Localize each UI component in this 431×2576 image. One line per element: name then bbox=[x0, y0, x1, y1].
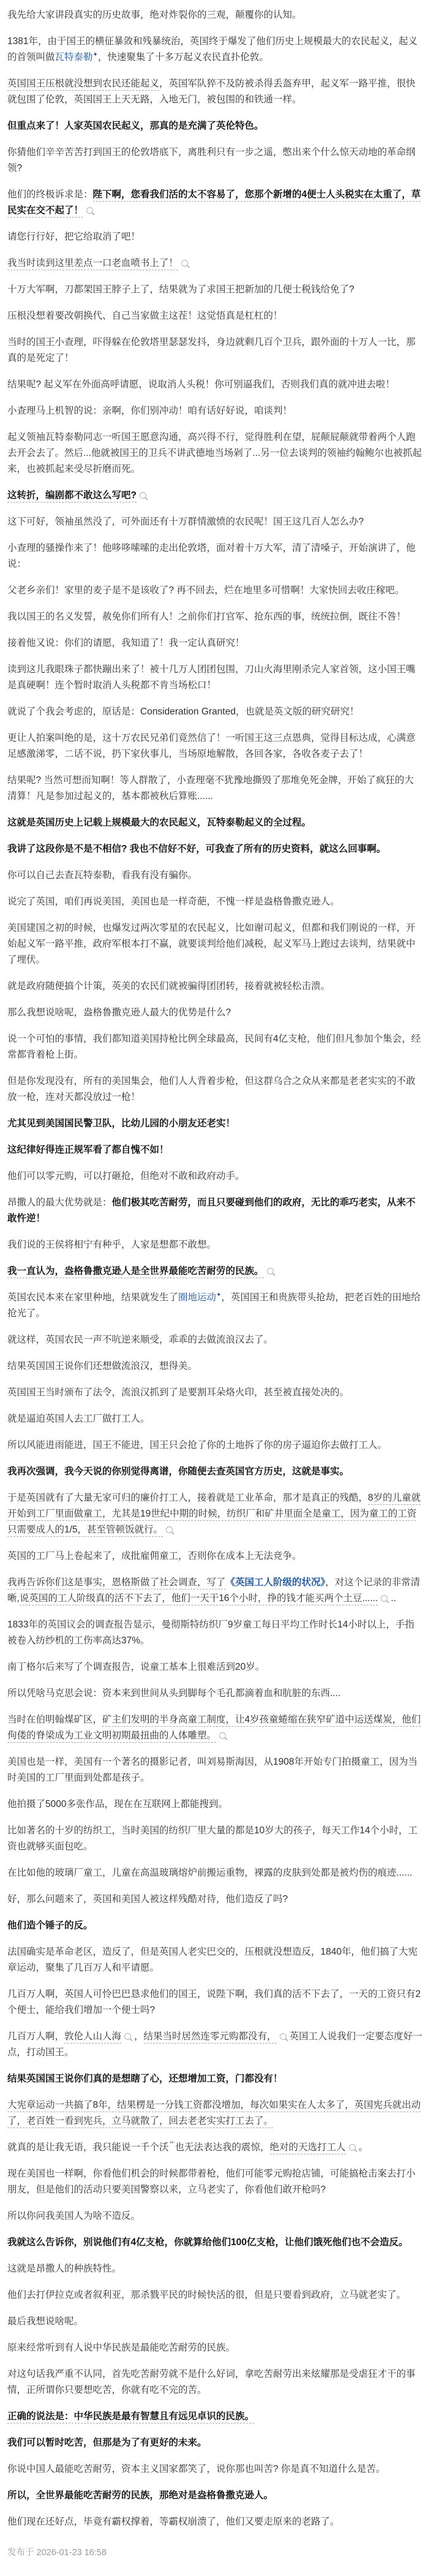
text-run: 在比如他的玻璃厂童工，儿童在高温玻璃熔炉前搬运重物，裸露的皮肤到处都是被灼伤的痕迹...... bbox=[7, 1868, 413, 1878]
paragraph bbox=[7, 282, 422, 298]
text-run: 我以国王的名义发誓，赦免你们所有人！之前你们打官军、抢东西的事，统统拉倒，既往不咎！ bbox=[7, 612, 407, 622]
text-run: 矿主们发明的半身高童工制度，让4岁孩童蜷缩在狭窄矿道中运送煤炭，他们佝偻的脊梁成为工业文明初期最扭曲的人体雕塑。 bbox=[7, 1714, 421, 1743]
text-run: 昂撒人的最大优势就是： bbox=[7, 1197, 112, 1208]
text-run: 接着他又说：你们的请愿，我知道了！我一定认真研究！ bbox=[7, 638, 245, 648]
text-run: 几百万人啊，英国人可怜巴巴恳求他们的国王，说陛下啊，我们真的活不下去了，一天的工资只有2个便士，能给我们增加一个便士吗? bbox=[7, 1989, 421, 2015]
text-run: 结果呢? 当然可想而知啊！等人群散了，小查理毫不犹豫地撕毁了那堆免死金牌，开始了疯狂的大清算！凡是参加过起义的，基本都被秋后算账...... bbox=[7, 775, 414, 801]
paragraph bbox=[7, 1892, 422, 1907]
text-run: 但是你发现没有，所有的美国集会，他们人人背着步枪，但这群乌合之众从来都是老老实实的不敢放一枪，连对天都没放过一枪！ bbox=[7, 1076, 416, 1102]
paragraph bbox=[7, 118, 422, 134]
paragraph bbox=[7, 1290, 422, 1322]
text-run: 艹 bbox=[168, 2141, 175, 2148]
text-run: 南丁格尔后来写了个调查报告，说童工基本上很难活到20岁。 bbox=[7, 1662, 265, 1672]
text-run: 英国工人说我们一定要态度好一点，打动国王。 bbox=[7, 2031, 422, 2058]
paragraph bbox=[7, 335, 422, 366]
paragraph bbox=[7, 815, 422, 831]
paragraph bbox=[7, 704, 422, 720]
text-run: 比如著名的十岁的纺织工，当时美国的纺织厂里大量的都是10岁大的孩子，每天工作14个小时，工资也就够买面包吃。 bbox=[7, 1825, 418, 1852]
text-run: 起义领袖瓦特泰勒同志一听国王愿意沟通，高兴得不行，觉得胜利在望，屁颠屁颠就带着两个人跑去开会去了。然后...他就被国王的卫兵不讲武德地当场剁了...另一位去谈判的领袖约翰鲍尔也被抓起来，也被抓起来受尽折磨而死。 bbox=[7, 432, 422, 474]
paragraph bbox=[7, 1490, 422, 1538]
paragraph bbox=[7, 7, 422, 23]
reference-search-icon[interactable] bbox=[86, 207, 93, 214]
text-run: 所以凭啥马克思会说：资本来到世间从头到脚每个毛孔都滴着血和肮脏的东西.... bbox=[7, 1688, 341, 1699]
text-run: 就这样，英国农民一声不吭逆来顺受，乖乖的去做流浪汉去了。 bbox=[7, 1335, 274, 1345]
link-superscript-icon[interactable]: ✦ bbox=[216, 1291, 222, 1298]
paragraph bbox=[7, 1195, 422, 1227]
paragraph bbox=[7, 1411, 422, 1427]
paragraph bbox=[7, 2314, 422, 2330]
text-run: 小查理马上机智的说：亲啊，你们别冲动！咱有话好好说，咱谈判！ bbox=[7, 406, 293, 416]
text-run: 那么我想说啥呢，盎格鲁撒克逊人最大的优势是什么? bbox=[7, 1007, 231, 1018]
paragraph bbox=[7, 2366, 422, 2398]
text-run: 结果呢? 起义军在外面高呼请愿，说取消人头税！你可别逼我们，否则我们真的就冲进去啦！ bbox=[7, 379, 395, 390]
reference-search-icon[interactable] bbox=[181, 260, 188, 267]
text-run: 美国建国之初的时候，也爆发过两次零星的农民起义，比如谢司起义，但都和我们刚说的一样，开始起义军一路平推，政府军根本打不赢，就要谈判给他们减税，起义军马上跑过去谈判，结果就中了埋伏。 bbox=[7, 923, 416, 965]
paragraph bbox=[7, 1865, 422, 1881]
text-run: 压根没想着要改朝换代、自己当家做主这茬！这觉悟真是杠杠的！ bbox=[7, 311, 283, 321]
paragraph bbox=[7, 1575, 422, 1607]
text-run: 英国农民本来在家里种地，结果就发生了 bbox=[7, 1292, 179, 1303]
paragraph bbox=[7, 635, 422, 651]
entity-link[interactable]: 《英国工人阶级的状况》 bbox=[225, 1577, 326, 1588]
paragraph bbox=[7, 1169, 422, 1184]
text-run: 当时的国王小查理，吓得躲在伦敦塔里瑟瑟发抖，身边就剩几百个卫兵，跟外面的十万人一比，那真的是死定了！ bbox=[7, 337, 416, 363]
reference-search-icon[interactable] bbox=[280, 2033, 287, 2040]
text-run: 8岁的儿童就开始到工厂里面做童工，尤其是19世纪中期的时候，纺织厂和矿井里面全是童工，因为童工的工资只需要成人的1/5，甚至管顿饭就行。 bbox=[7, 1493, 421, 1537]
paragraph bbox=[7, 2097, 422, 2129]
reference-search-icon[interactable] bbox=[349, 2144, 356, 2151]
text-run: 这就是英国历史上记载上规模最大的农民起义，瓦特泰勒起义的全过程。 bbox=[7, 817, 312, 828]
entity-link[interactable]: 瓦特泰勒 bbox=[54, 52, 93, 63]
text-run: 这下可好，领袖虽然没了，可外面还有十万群情激愤的农民呢！国王这几百人怎么办? bbox=[7, 517, 364, 527]
text-run: 结果英国国王说你们真的是想瞎了心，还想增加工资，门都没有！ bbox=[7, 2074, 283, 2084]
paragraph bbox=[7, 229, 422, 245]
text-run: ，英国军队猝不及防被杀得丢盔弃甲，起义军一路平推，很快就包围了伦敦，英国国王上天无路，入地无门，被包围的和铁通一样。 bbox=[7, 78, 416, 105]
paragraph bbox=[7, 1659, 422, 1675]
reference-search-icon[interactable] bbox=[166, 1526, 173, 1533]
text-run: 大宪章运动一共搞了8年，结果楞是一分钱工资都没增加，每次如果实在人太多了，英国宪兵就出动了，老百姓一看到宪兵，立马就散了，回去老老实实打工去了。 bbox=[7, 2100, 421, 2128]
text-run: 英国的工厂马上卷起来了，成批雇佣童工，否则你在成本上无法竞争。 bbox=[7, 1551, 302, 1561]
text-run: 陛下啊，您看我们活的太不容易了，您那个新增的4便士人头税实在太重了，草民实在交不起了！ bbox=[7, 189, 421, 218]
text-run: 读到这儿我眼珠子都快蹦出来了！被十几万人团团包围，刀山火海里刚杀完人家首领，这小国王嘴是真硬啊！连个暂时取消人头税都不肯当场松口！ bbox=[7, 664, 416, 691]
paragraph bbox=[7, 2340, 422, 2356]
paragraph bbox=[7, 1116, 422, 1132]
text-run: 十万大军啊，刀都架国王脖子上了，结果就为了求国王把新加的几便士税钱给免了? bbox=[7, 284, 354, 295]
text-run: 结果当时居然连零元购都没有， bbox=[144, 2031, 277, 2044]
paragraph bbox=[7, 2235, 422, 2251]
text-run: ，对这个记录的非常清晰, bbox=[7, 1577, 421, 1604]
text-run: 我们可以暂时吃苦，但那是为了有更好的未来。 bbox=[7, 2438, 207, 2448]
text-run: 法国确实是革命老区，造反了，但是英国人老实巴交的，压根就没想造反，1840年，他们搞了大宪章运动，聚集了几百万人和平请愿。 bbox=[7, 1947, 418, 1973]
text-run: 对这句话我严重不认同，首先吃苦耐劳就不是什么好词，拿吃苦耐劳出来炫耀那是受虐狂才干的事情，正所谓你只要想吃苦，你就有吃不完的苦。 bbox=[7, 2369, 416, 2395]
paragraph bbox=[7, 2435, 422, 2451]
paragraph bbox=[7, 488, 422, 504]
text-run: 敦伦人山人海 bbox=[64, 2031, 121, 2044]
paragraph bbox=[7, 377, 422, 393]
paragraph bbox=[7, 2166, 422, 2198]
paragraph bbox=[7, 2461, 422, 2477]
paragraph bbox=[7, 2261, 422, 2277]
paragraph bbox=[7, 1385, 422, 1401]
text-run: 最后我想说啥呢。 bbox=[7, 2316, 84, 2327]
text-run: 就说了个我会考虑的，原话是：Consideration Granted，也就是英文版的研究研究！ bbox=[7, 707, 359, 717]
text-run: 也无法表达我的震惊， bbox=[174, 2142, 270, 2153]
paragraph bbox=[7, 2488, 422, 2504]
paragraph bbox=[7, 868, 422, 884]
paragraph bbox=[7, 1918, 422, 1934]
paragraph bbox=[7, 2140, 422, 2156]
text-run: 我讲了这段你是不是不相信? 我也不信好不好，可我查了所有的历史资料，就这么回事啊。 bbox=[7, 844, 386, 854]
text-run: 1381年，由于国王的横征暴敛和残暴统治，英国终于爆发了他们历史上规模最大的农民起义，起义的首领叫做 bbox=[7, 36, 418, 63]
paragraph bbox=[7, 1237, 422, 1253]
paragraph bbox=[7, 1712, 422, 1744]
text-run: 你说中国人最能吃苦耐劳，资本主义国家都笑了，说你那也叫苦? 你是真不知道什么是苦。 bbox=[7, 2464, 386, 2474]
paragraph bbox=[7, 1464, 422, 1480]
paragraph bbox=[7, 1358, 422, 1374]
reference-search-icon[interactable] bbox=[124, 2033, 131, 2040]
paragraph bbox=[7, 2514, 422, 2530]
reference-search-icon[interactable] bbox=[140, 492, 146, 499]
text-run: 就真的是让我无语，我只能说一千个沃 bbox=[7, 2142, 169, 2153]
text-run: 他们造个锤子的反。 bbox=[7, 1920, 93, 1931]
text-run: 我再次强调，我今天说的你别觉得离谱，你随便去查英国官方历史，这就是事实。 bbox=[7, 1466, 350, 1477]
paragraph bbox=[7, 841, 422, 857]
paragraph bbox=[7, 145, 422, 176]
paragraph bbox=[7, 583, 422, 599]
paragraph bbox=[7, 1548, 422, 1564]
reference-search-icon[interactable] bbox=[267, 1268, 274, 1275]
text-run: 我再告诉你们这是事实，恩格斯做了社会调查，写了 bbox=[7, 1577, 226, 1589]
text-run: ，快速聚集了十多万起义农民直扑伦敦。 bbox=[97, 52, 269, 63]
paragraph bbox=[7, 894, 422, 910]
paragraph bbox=[7, 2287, 422, 2303]
text-run: 小查理的骚操作来了！他哆哆嗦嗦的走出伦敦塔，面对着十万大军，清了清嗓子，开始演讲了，他说： bbox=[7, 543, 416, 569]
text-run: 英国国王当时颁布了法令，流浪汉抓到了是要割耳朵烙火印，甚至被直接处决的。 bbox=[7, 1387, 350, 1398]
text-run: 我先给大家讲段真实的历史故事，绝对炸裂你的三观，颠覆你的认知。 bbox=[7, 10, 302, 20]
paragraph bbox=[7, 920, 422, 968]
paragraph bbox=[7, 2071, 422, 2087]
text-run: 我们说的王侯将相宁有种乎，人家是想都不敢想。 bbox=[7, 1240, 217, 1250]
paragraph bbox=[7, 2208, 422, 2224]
text-run: 所以风能进雨能进，国王不能进，国王只会抢了你的土地拆了你的房子逼迫你去做打工人。 bbox=[7, 1440, 388, 1450]
paragraph bbox=[7, 514, 422, 530]
paragraph bbox=[7, 773, 422, 805]
paragraph bbox=[7, 34, 422, 66]
text-run: 原来经常听到有人说中华民族是最能吃苦耐劳的民族。 bbox=[7, 2343, 236, 2353]
text-run: 现在美国也一样啊，你看他们机会的时候都带着枪，他们可能零元购抢店铺，可能搞枪击案去打小朋友，但是他们的活动只要美国警察以来，立马老实了，你看他们敢开枪吗? bbox=[7, 2169, 416, 2195]
paragraph bbox=[7, 609, 422, 625]
text-run: 但重点来了！人家英国农民起义，那真的是充满了英伦特色。 bbox=[7, 121, 264, 131]
paragraph bbox=[7, 1797, 422, 1813]
publish-time: 发布于 2026-01-23 16:58 bbox=[7, 2548, 107, 2558]
text-run: 1833年的英国议会的调查报告显示，曼彻斯特纺织厂9岁童工每日平均工作时长14小时以上，手指被卷入纺纱机的工伤率高达37%。 bbox=[7, 1619, 414, 1646]
reference-search-icon[interactable] bbox=[381, 1595, 388, 1602]
paragraph bbox=[7, 1263, 422, 1279]
paragraph bbox=[7, 2029, 422, 2061]
text-run: 绝对的天选打工人 bbox=[270, 2142, 346, 2154]
text-run: 尤其见到美国国民警卫队，比幼儿园的小朋友还老实！ bbox=[7, 1118, 236, 1129]
text-run: 你可以自己去查瓦特泰勒，看我有没有骗你。 bbox=[7, 870, 198, 881]
text-run: 你猜他们辛辛苦苦打到国王的伦敦塔底下，离胜利只有一步之遥，憋出来个什么惊天动地的革命纲领? bbox=[7, 147, 416, 173]
paragraph bbox=[7, 1005, 422, 1021]
text-run: 我当时读到这里差点一口老血喷书上了！ bbox=[7, 258, 178, 270]
text-run: 父老乡亲们！家里的麦子是不是该收了? 再不回去，烂在地里多可惜啊！大家快回去收庄稼吧。 bbox=[7, 585, 405, 596]
text-run: ，英国国王和贵族带头抢劫，把老百姓的田地给抢光了。 bbox=[7, 1292, 421, 1319]
text-run: 他们极其吃苦耐劳，而且只要碰到他们的政府，无比的乖巧老实，从来不敢忤逆！ bbox=[7, 1197, 416, 1224]
paragraph bbox=[7, 1438, 422, 1453]
text-run: 说完了英国，咱们再说美国，美国也是一样奇葩，不愧一样是盎格鲁撒克逊人。 bbox=[7, 896, 340, 907]
text-run: 好，那么问题来了，英国和美国人被这样残酷对待，他们造反了吗? bbox=[7, 1894, 288, 1904]
paragraph bbox=[7, 1332, 422, 1348]
paragraph bbox=[7, 308, 422, 324]
paragraph bbox=[7, 187, 422, 219]
paragraph bbox=[7, 76, 422, 108]
paragraph bbox=[7, 1823, 422, 1855]
paragraph bbox=[7, 256, 422, 271]
text-run: 他们现在还好点，毕竟有霸权撑着，等霸权崩溃了，他们又要走原来的老路了。 bbox=[7, 2517, 340, 2527]
text-run: 说一个可怕的事情，我们都知道美国持枪比例全球最高，民间有4亿支枪，他们但凡参加个集会，经常都背着枪上街。 bbox=[7, 1034, 421, 1060]
text-run: 他拍摄了5000多张作品，现在在互联网上都能搜到。 bbox=[7, 1799, 228, 1809]
text-run: 他们可以零元购，可以打砸抢，但绝对不敢和政府动手。 bbox=[7, 1171, 245, 1181]
text-run: .. bbox=[391, 1593, 397, 1604]
paragraph bbox=[7, 1686, 422, 1702]
paragraph bbox=[7, 403, 422, 419]
text-run: 正确的说法是：中华民族是最有智慧且有远见卓识的民族。 bbox=[7, 2411, 254, 2423]
text-run: 所以你问我美国人为啥不造反。 bbox=[7, 2211, 141, 2221]
text-run: 他们去打伊拉克或者叙利亚，那杀戮平民的时候快活的很，但是只要看到政府，立马就老实了。 bbox=[7, 2290, 407, 2300]
paragraph bbox=[7, 1987, 422, 2018]
paragraph bbox=[7, 979, 422, 994]
paragraph bbox=[7, 730, 422, 762]
text-run: 我一直认为，盎格鲁撒克逊人是全世界最能吃苦耐劳的民族。 bbox=[7, 1266, 264, 1278]
text-run: 当时在伯明翰煤矿区， bbox=[7, 1714, 103, 1725]
text-run: 这转折，编剧都不敢这么写吧? bbox=[7, 490, 137, 502]
paragraph bbox=[7, 2409, 422, 2425]
paragraph bbox=[7, 430, 422, 477]
text-run: 他们的终极诉求是： bbox=[7, 189, 93, 200]
text-run: 就是逼迫英国人去工厂做打工人。 bbox=[7, 1414, 150, 1424]
paragraph bbox=[7, 1754, 422, 1786]
paragraph bbox=[7, 1074, 422, 1105]
text-run: 说英国的工人阶级真的活不下去了，他们一天干16个小时，挣的钱才能买两个土豆...... bbox=[20, 1593, 378, 1605]
paragraph bbox=[7, 540, 422, 572]
text-run: 所以，全世界最能吃苦耐劳的民族，那绝对是盎格鲁撒克逊人。 bbox=[7, 2490, 274, 2501]
text-run: 美国也是一样，美国有一个著名的摄影记者，叫刘易斯海因，从1908年开始专门拍摄童工，因为当时美国的工厂里面到处都是孩子。 bbox=[7, 1757, 418, 1783]
text-run: 英国国王压根就没想到农民还能起义 bbox=[7, 78, 159, 91]
paragraph bbox=[7, 1142, 422, 1158]
text-run: 几百万人啊， bbox=[7, 2031, 65, 2042]
text-run: 结果英国国王说你们还想做流浪汉，想得美。 bbox=[7, 1361, 198, 1371]
text-run: 更让人拍案叫绝的是，这十万农民兄弟们竟然信了！一听国王这三点恩典，觉得目标达成，心满意足感激涕零，二话不说，扔下家伙事儿，当场原地解散，各回各家，各收各麦子去了！ bbox=[7, 733, 416, 759]
reference-search-icon[interactable] bbox=[219, 1732, 226, 1739]
text-run: 于是英国就有了大量无家可归的廉价打工人，接着就是工业革命，那才是真正的残酷， bbox=[7, 1493, 369, 1503]
text-run: 这纪律好得连正规军看了都自愧不如！ bbox=[7, 1145, 169, 1155]
link-superscript-icon[interactable]: ✦ bbox=[92, 51, 98, 58]
entity-link[interactable]: 圈地运动 bbox=[178, 1292, 217, 1303]
text-run: 。 bbox=[358, 2142, 369, 2153]
text-run: ， bbox=[134, 2031, 144, 2042]
paragraph bbox=[7, 1617, 422, 1649]
paragraph bbox=[7, 662, 422, 694]
text-run: 请您行行好，把它给取消了吧！ bbox=[7, 232, 141, 242]
text-run: 就是政府随便搞个计策，英美的农民们就被骗得团团转，接着就被轻松击溃。 bbox=[7, 981, 331, 991]
paragraph bbox=[7, 1944, 422, 1976]
text-run: 这就是昂撒人的种族特性。 bbox=[7, 2263, 122, 2274]
paragraph bbox=[7, 1031, 422, 1063]
text-run: 我就这么告诉你，别说他们有4亿支枪，你就算给他们100亿支枪，让他们饿死他们也不会造反。 bbox=[7, 2237, 408, 2248]
